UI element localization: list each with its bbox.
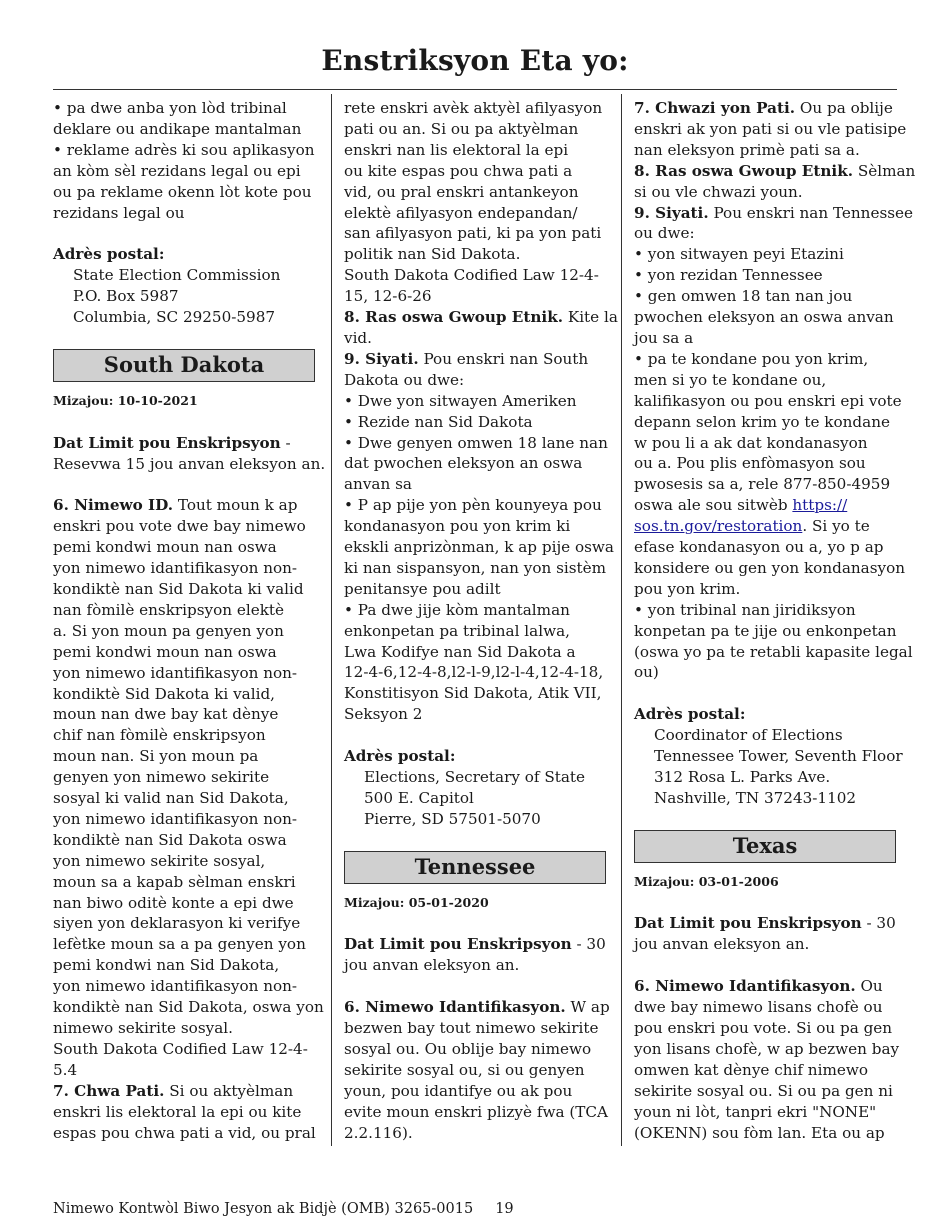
text-line: (oswa yo pa te retabli kapasite legal <box>634 642 913 661</box>
text-line: South Dakota Codified Law 12-4- <box>53 1039 308 1058</box>
text-line: sekirite sosyal ou. Si ou pa gen ni <box>634 1081 893 1100</box>
text-line: 500 E. Capitol <box>364 788 474 807</box>
text-line: nimewo sekirite sosyal. <box>53 1019 233 1037</box>
text-line: State Election Commission <box>73 266 281 285</box>
tn-race-heading: 8. Ras oswa Gwoup Etnik. Sèlman <box>634 161 916 180</box>
page-title: Enstriksyon Eta yo: <box>321 44 629 77</box>
page-footer <box>53 1201 514 1217</box>
text-line: ekskli anprizònman, k ap pije oswa <box>344 538 614 557</box>
text-line: sosyal ou. Ou oblije bay nimewo <box>344 1039 592 1058</box>
text-line: efase kondanasyon ou a, yo p ap <box>634 538 884 557</box>
text-line: kondiktè nan Sid Dakota, oswa yon <box>53 998 324 1017</box>
text-line: bezwen bay tout nimewo sekirite <box>344 1019 599 1037</box>
text-line: • Pa dwe jije kòm mantalman <box>344 600 570 619</box>
text-line: sosyal ki valid nan Sid Dakota, <box>53 789 289 808</box>
tx-id-heading: 6. Nimewo Idantifikasyon. Ou <box>634 977 883 996</box>
text-line: Pierre, SD 57501-5070 <box>364 809 541 828</box>
sd-updated-date: Mizajou: 10-10-2021 <box>53 392 198 408</box>
column-divider <box>331 94 332 1146</box>
text-line: Columbia, SC 29250-5987 <box>73 308 276 327</box>
text-line: • Dwe genyen omwen 18 lane nan <box>344 433 608 452</box>
text-line: pou yon krim. <box>634 579 741 598</box>
text-line: pemi kondwi nan Sid Dakota, <box>53 956 280 975</box>
sd-race-heading: 8. Ras oswa Gwoup Etnik. Kite la <box>344 308 618 327</box>
text-line: nan biwo oditè konte a epi dwe <box>53 893 294 912</box>
tx-updated-date: Mizajou: 03-01-2006 <box>634 873 779 889</box>
text-line: elektè afilyasyon endepandan/ <box>344 203 578 222</box>
text-line: pwosesis sa a, rele 877-850-4959 <box>634 475 891 494</box>
text-line: enskri lis elektoral la epi ou kite <box>53 1102 302 1121</box>
text-line: kondiktè Sid Dakota ki valid, <box>53 684 275 703</box>
text-line: genyen yon nimewo sekirite <box>53 768 270 787</box>
text-line: yon nimewo idantifikasyon non- <box>53 559 298 578</box>
tn-mail-label: Adrès postal: <box>634 705 746 724</box>
text-line: Elections, Secretary of State <box>364 767 585 786</box>
text-line: anvan sa <box>344 475 412 494</box>
text-line: 312 Rosa L. Parks Ave. <box>654 767 831 786</box>
text-line: kondiktè nan Sid Dakota ki valid <box>53 579 304 598</box>
text-line: moun nan. Si yon moun pa <box>53 747 259 766</box>
tn-mail-address <box>634 725 903 809</box>
tn-restoration-link-line: oswa ale sou sitwèb https:// <box>634 496 848 515</box>
tn-id-heading: 6. Nimewo Idantifikasyon. W ap <box>344 998 610 1017</box>
text-line: yon nimewo idantifikasyon non- <box>53 977 298 996</box>
text-line: espas pou chwa pati a vid, ou pral <box>53 1123 316 1142</box>
tx-deadline-text: jou anvan eleksyon an. <box>634 935 810 954</box>
text-line: youn ni lòt, tanpri ekri "NONE" <box>634 1102 877 1121</box>
text-line: vid, ou pral enskri antankeyon <box>344 182 579 201</box>
text-line: sekirite sosyal ou, si ou genyen <box>344 1060 585 1079</box>
text-line: kondanasyon pou yon krim ki <box>344 517 571 536</box>
text-line: a. Si yon moun pa genyen yon <box>53 621 284 640</box>
text-line: Dakota ou dwe: <box>344 370 465 389</box>
text-line: moun nan dwe bay kat dènye <box>53 705 279 724</box>
text-line: South Dakota Codified Law 12-4- <box>344 266 599 285</box>
text-line: ou kite espas pou chwa pati a <box>344 161 573 180</box>
sd-party-heading: 7. Chwa Pati. Si ou aktyèlman <box>53 1081 294 1100</box>
text-line: moun sa a kapab sèlman enskri <box>53 872 296 891</box>
sd-deadline: Dat Limit pou Enskripsyon - <box>53 433 291 452</box>
sd-id-heading: 6. Nimewo ID. Tout moun k ap <box>53 496 298 515</box>
text-line: P.O. Box 5987 <box>73 287 179 306</box>
sd-eligibility-heading: 9. Siyati. Pou enskri nan South <box>344 349 589 368</box>
text-line: 2.2.116). <box>344 1123 413 1142</box>
text-line: chif nan fòmilè enskripsyon <box>53 726 266 745</box>
text-line: Nashville, TN 37243-1102 <box>654 788 857 807</box>
sd-mail-address <box>344 767 608 830</box>
text-line: yon lisans chofè, w ap bezwen bay <box>634 1039 900 1058</box>
text-line: youn, pou idantifye ou ak pou <box>344 1081 573 1100</box>
sd-mail-label: Adrès postal: <box>344 747 456 766</box>
text-line: Seksyon 2 <box>344 705 423 724</box>
text-line: 5.4 <box>53 1060 78 1079</box>
text-line: enskri ak yon pati si ou vle patisipe <box>634 119 907 138</box>
text-line: • reklame adrès ki sou aplikasyon <box>53 140 315 159</box>
tn-party-text <box>634 119 907 161</box>
text-line: enskri pou vote dwe bay nimewo <box>53 517 306 536</box>
text-line: • yon tribinal nan jiridiksyon <box>634 600 856 619</box>
text-line: evite moun enskri plizyè fwa (TCA <box>344 1102 608 1121</box>
text-line: rezidans legal ou <box>53 203 185 222</box>
page-number: 19 <box>495 1201 514 1217</box>
text-line: Coordinator of Elections <box>654 726 843 745</box>
sc-mail-address <box>53 265 317 328</box>
text-line: lefètke moun sa a pa genyen yon <box>53 935 306 954</box>
column-3 <box>634 98 916 1143</box>
text-line: • P ap pije yon pèn kounyeya pou <box>344 496 602 515</box>
text-line: Tennessee Tower, Seventh Floor <box>654 747 903 766</box>
text-line: • gen omwen 18 tan nan jou <box>634 287 853 306</box>
text-line: men si yo te kondane ou, <box>634 370 827 389</box>
text-line: jou sa a <box>634 328 694 347</box>
text-line: pemi kondwi moun nan oswa <box>53 642 277 661</box>
sd-eligibility-text <box>344 370 614 725</box>
text-line: kalifikasyon ou pou enskri epi vote <box>634 391 902 410</box>
text-line: w pou li a ak dat kondanasyon <box>634 433 868 452</box>
restoration-link[interactable]: https:// <box>792 496 848 515</box>
tn-eligibility-text-2 <box>634 537 913 683</box>
column-1 <box>53 98 326 1143</box>
text-line: ou) <box>634 663 659 682</box>
text-line: pemi kondwi moun nan oswa <box>53 538 277 557</box>
tx-deadline: Dat Limit pou Enskripsyon - 30 <box>634 914 896 933</box>
text-line: konsidere ou gen yon kondanasyon <box>634 558 906 577</box>
text-line: politik nan Sid Dakota. <box>344 245 521 264</box>
tn-updated-date: Mizajou: 05-01-2020 <box>344 894 489 910</box>
title-rule <box>53 89 897 90</box>
restoration-link[interactable]: sos.tn.gov/restoration <box>634 517 803 536</box>
text-line: enkonpetan pa tribinal lalwa, <box>344 621 570 640</box>
text-line: • Rezide nan Sid Dakota <box>344 412 533 431</box>
text-line: omwen kat dènye chif nimewo <box>634 1060 868 1079</box>
text-line: • Dwe yon sitwayen Ameriken <box>344 391 577 410</box>
text-line: kondiktè nan Sid Dakota oswa <box>53 830 287 849</box>
sd-party-text <box>53 1102 317 1144</box>
text-line: dat pwochen eleksyon an oswa <box>344 454 583 473</box>
text-line: rete enskri avèk aktyèl afilyasyon <box>344 99 603 117</box>
text-line: pou enskri pou vote. Si ou pa gen <box>634 1019 893 1037</box>
state-header-texas: Texas <box>634 830 896 863</box>
column-2 <box>344 98 618 1143</box>
text-line: • yon sitwayen peyi Etazini <box>634 245 844 264</box>
state-header-south-dakota: South Dakota <box>53 349 315 382</box>
text-line: • pa dwe anba yon lòd tribinal <box>53 99 287 117</box>
text-line: ou pa reklame okenn lòt kote pou <box>53 182 312 201</box>
sd-deadline-text: Resevwa 15 jou anvan eleksyon an. <box>53 454 326 473</box>
tx-id-text <box>634 997 898 1143</box>
text-line: yon nimewo sekirite sosyal, <box>53 851 266 870</box>
text-line: 15, 12-6-26 <box>344 287 432 306</box>
text-line: • yon rezidan Tennessee <box>634 266 823 285</box>
text-line: siyen yon deklarasyon ki verifye <box>53 914 301 933</box>
text-line: ki nan sispansyon, nan yon sistèm <box>344 558 607 577</box>
sd-race-text: vid. <box>344 328 372 347</box>
text-line: 12-4-6,12-4-8,l2-l-9,l2-l-4,12-4-18, <box>344 663 604 682</box>
text-line: ou dwe: <box>634 224 695 243</box>
text-line: Konstitisyon Sid Dakota, Atik VII, <box>344 684 602 703</box>
text-line: pati ou an. Si ou pa aktyèlman <box>344 119 579 138</box>
state-header-tennessee: Tennessee <box>344 851 606 884</box>
tn-deadline: Dat Limit pou Enskripsyon - 30 <box>344 935 606 954</box>
sd-id-text <box>53 516 324 1080</box>
tn-restoration-link-line-2: sos.tn.gov/restoration. Si yo te <box>634 517 870 536</box>
text-line: enskri nan lis elektoral la epi <box>344 140 569 159</box>
footer-omb-number: Nimewo Kontwòl Biwo Jesyon ak Bidjè (OMB) 3265-0015 <box>53 1201 474 1217</box>
sc-mail-label: Adrès postal: <box>53 245 165 264</box>
text-line: Lwa Kodifye nan Sid Dakota a <box>344 642 576 661</box>
column-divider <box>621 94 622 1146</box>
tn-deadline-text: jou anvan eleksyon an. <box>344 956 520 975</box>
text-line: konpetan pa te jije ou enkonpetan <box>634 621 897 640</box>
tn-id-text <box>344 1018 608 1143</box>
text-line: nan eleksyon primè pati sa a. <box>634 140 860 159</box>
tn-eligibility-text <box>634 223 902 495</box>
text-line: yon nimewo idantifikasyon non- <box>53 809 298 828</box>
text-line: deklare ou andikape mantalman <box>53 119 302 138</box>
text-line: pwochen eleksyon an oswa anvan <box>634 308 894 327</box>
text-line: penitansye pou adilt <box>344 579 501 598</box>
text-line: an kòm sèl rezidans legal ou epi <box>53 161 301 180</box>
text-line: ou a. Pou plis enfòmasyon sou <box>634 454 866 473</box>
text-line: dwe bay nimewo lisans chofè ou <box>634 998 883 1017</box>
tn-race-text: si ou vle chwazi youn. <box>634 182 803 201</box>
sc-eligibility-continued <box>53 98 317 223</box>
text-line: yon nimewo idantifikasyon non- <box>53 663 298 682</box>
text-line: nan fòmilè enskripsyon elektè <box>53 600 285 619</box>
text-line: (OKENN) sou fòm lan. Eta ou ap <box>634 1123 885 1142</box>
tn-eligibility-heading: 9. Siyati. Pou enskri nan Tennessee <box>634 203 914 222</box>
tn-party-heading: 7. Chwazi yon Pati. Ou pa oblije <box>634 99 893 117</box>
text-line: san afilyasyon pati, ki pa yon pati <box>344 224 602 243</box>
sd-party-text-continued <box>344 98 608 307</box>
text-line: • pa te kondane pou yon krim, <box>634 349 869 368</box>
text-line: depann selon krim yo te kondane <box>634 412 890 431</box>
